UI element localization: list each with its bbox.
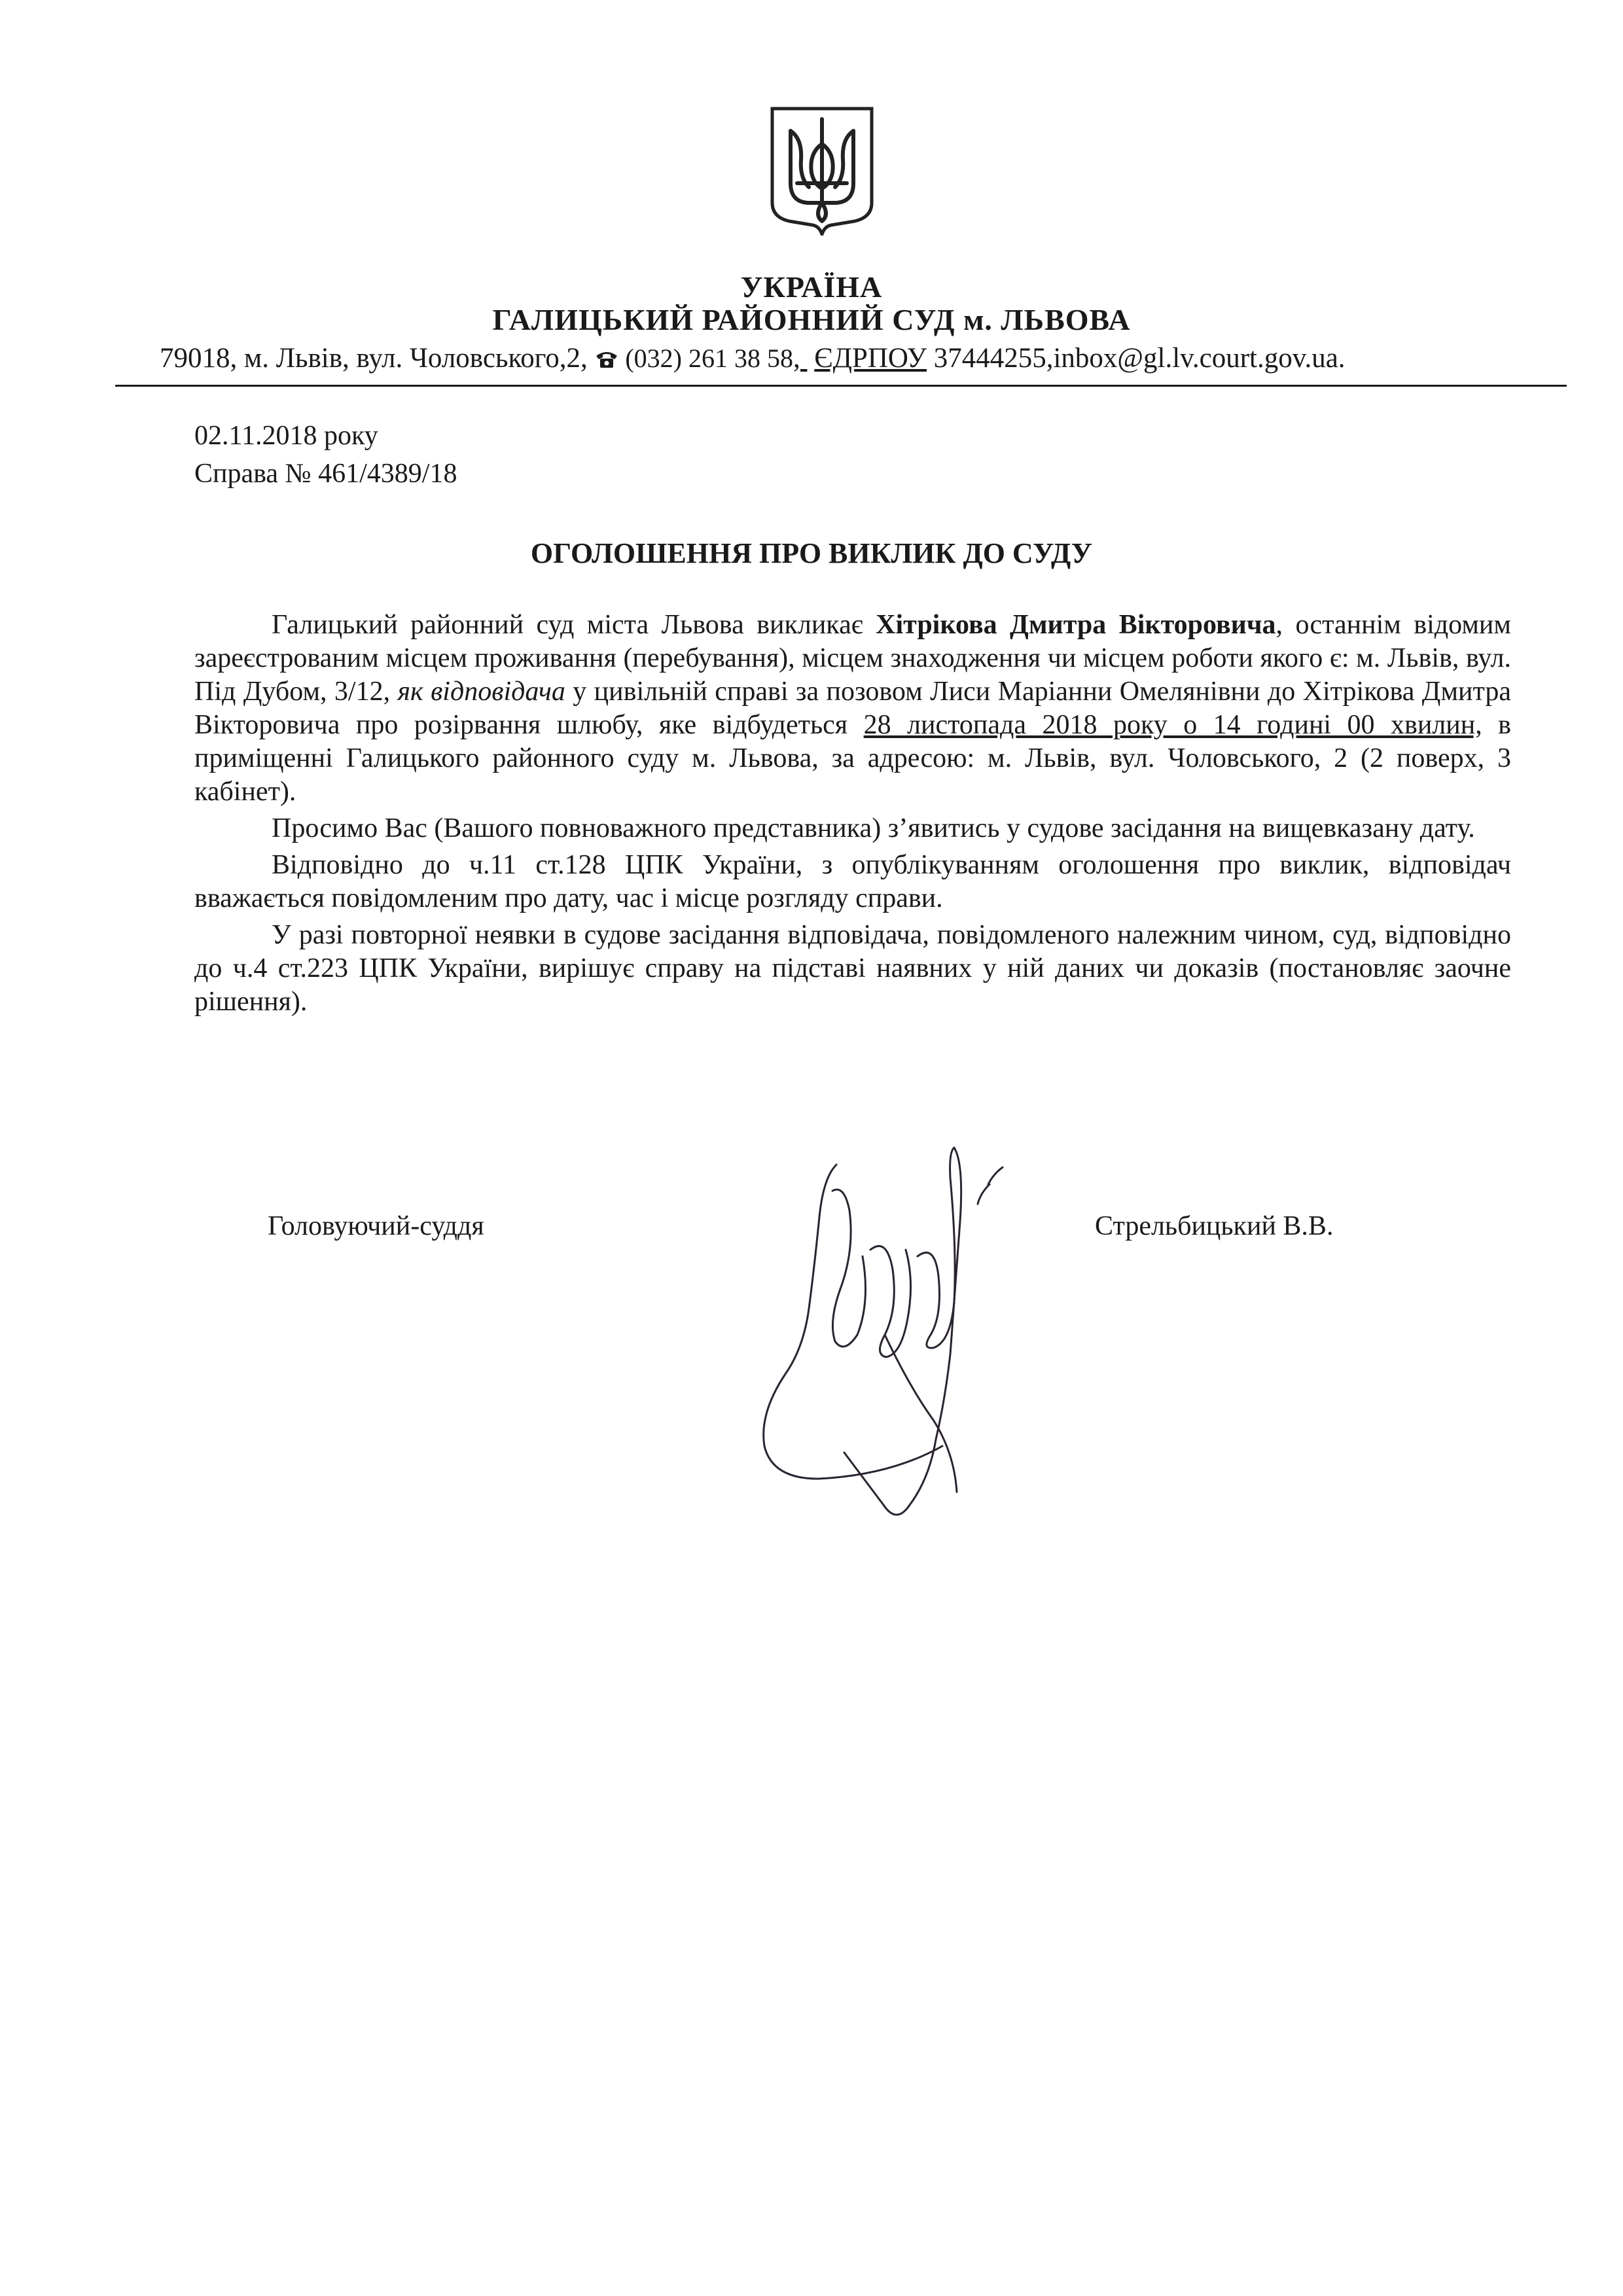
case-number: Справа № 461/4389/18 <box>194 459 457 489</box>
hearing-datetime: 28 листопада 2018 року о 14 годині 00 хвилин, <box>863 710 1482 740</box>
summons-text-2: , останнім відомим зареєстрованим місцем проживання (перебування), місцем знаходження чи місцем роботи якого є: м. Львів, вул. Під Дубом, 3/12, <box>194 610 1511 707</box>
paragraph-absence: У разі повторної неявки в судове засідання відповідача, повідомленого належним чином, суд, відповідно до ч.4 ст.223 ЦПК України, вирішує справу на підставі наявних у ній даних чи доказів (постановляє заочне рішення). <box>194 920 1511 1017</box>
court-heading: ГАЛИЦЬКИЙ РАЙОННИЙ СУД м. ЛЬВОВА <box>492 303 1131 336</box>
coat-of-arms-icon <box>768 105 876 236</box>
phone-number: (032) 261 38 58 <box>625 344 793 373</box>
defendant-name: Хітрікова Дмитра Вікторовича <box>876 610 1276 640</box>
notice-title: ОГОЛОШЕННЯ ПРО ВИКЛИК ДО СУДУ <box>530 537 1093 569</box>
edrpou-label: ЄДРПОУ <box>814 343 927 374</box>
edrpou-and-email: 37444255,inbox@gl.lv.court.gov.ua. <box>926 343 1346 374</box>
address-separator: , <box>793 343 808 374</box>
handwritten-signature <box>746 1139 1047 1531</box>
judge-role: Головуючий-суддя <box>268 1211 484 1241</box>
paragraph-summons <box>194 609 1511 809</box>
judge-name: Стрельбицький В.В. <box>1095 1211 1334 1241</box>
notice-date: 02.11.2018 року <box>194 421 378 451</box>
paragraph-request: Просимо Вас (Вашого повноважного представника) з’явитись у судове засідання на вищевказану дату. <box>272 813 1475 843</box>
telephone-icon <box>595 349 618 369</box>
summons-text-4: в приміщенні Галицького районного суду м. Львова, за адресою: м. Львів, вул. Чоловського, 2 (2 поверх, 3 кабінет). <box>194 710 1512 807</box>
defendant-role: як відповідача <box>397 677 565 707</box>
summons-text-1: Галицький районний суд міста Львова викликає <box>272 610 876 640</box>
summons-text-3: у цивільній справі за позовом Лиси Маріанни Омелянівни до Хітрікова Дмитра Вікторовича про розірвання шлюбу, яке відбудеться <box>194 677 1512 740</box>
notice-body <box>194 609 1511 1022</box>
country-heading: УКРАЇНА <box>740 270 883 304</box>
court-address-line <box>160 342 1567 374</box>
header-divider <box>115 385 1567 387</box>
address-text: 79018, м. Львів, вул. Чоловського,2, <box>160 343 595 374</box>
paragraph-notification: Відповідно до ч.11 ст.128 ЦПК України, з опублікуванням оголошення про виклик, відповідач вважається повідомленим про дату, час і місце розгляду справи. <box>194 850 1511 913</box>
